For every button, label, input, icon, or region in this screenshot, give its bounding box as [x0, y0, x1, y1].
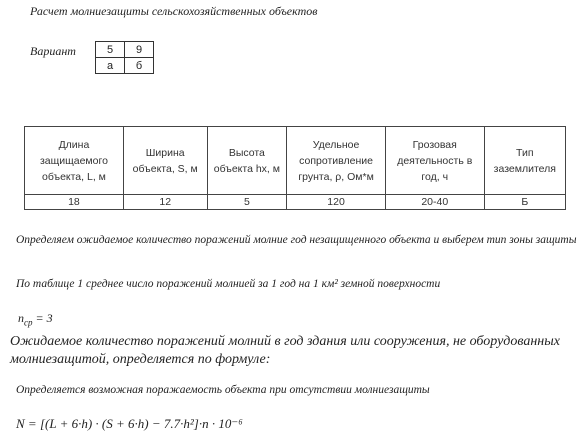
formula-n-strikes: N = [(L + 6·h) · (S + 6·h) − 7.7·h²]·n · 10⁻⁶ — [16, 416, 243, 431]
variant-cell: 9 — [125, 42, 154, 58]
value-width: 12 — [123, 195, 207, 210]
variant-row — [96, 58, 154, 74]
header-thunderstorm-activity: Грозовая деятельность в год, ч — [385, 127, 484, 195]
parameters-table — [24, 126, 566, 210]
paragraph-formula-intro: Ожидаемое количество поражений молний в год здания или сооружения, не оборудованных молниезащитой, определяется по формуле: — [10, 334, 560, 367]
value-soil-resistivity: 120 — [287, 195, 386, 210]
header-length: Длина защищаемого объекта, L, м — [25, 127, 124, 195]
paragraph-table-reference: По таблице 1 среднее число поражений молнией за 1 год на 1 км² земной поверхности — [16, 278, 441, 290]
variant-cell: а — [96, 58, 125, 74]
table-row — [25, 195, 566, 210]
value-grounding-type: Б — [484, 195, 565, 210]
header-height: Высота объекта hx, м — [207, 127, 287, 195]
variant-label: Вариант — [30, 44, 76, 58]
formula-n-avg — [18, 311, 53, 327]
value-thunderstorm-activity: 20-40 — [385, 195, 484, 210]
value-height: 5 — [207, 195, 287, 210]
document-title: Расчет молниезащиты сельскохозяйственных объектов — [30, 4, 318, 18]
header-width: Ширина объекта, S, м — [123, 127, 207, 195]
variant-cell: 5 — [96, 42, 125, 58]
value-length: 18 — [25, 195, 124, 210]
variant-table — [95, 41, 154, 74]
header-soil-resistivity: Удельное сопротивление грунта, ρ, Ом*м — [287, 127, 386, 195]
header-grounding-type: Тип заземлителя — [484, 127, 565, 195]
variant-row — [96, 42, 154, 58]
paragraph-possible-damage: Определяется возможная поражаемость объекта при отсутствии молниезащиты — [16, 384, 430, 396]
table-header-row — [25, 127, 566, 195]
variant-cell: б — [125, 58, 154, 74]
formula-subscript: ср — [24, 317, 33, 328]
paragraph-expected-strikes: Определяем ожидаемое количество поражений молние год незащищенного объекта и выберем тип зоны защиты — [16, 234, 577, 246]
formula-value: = 3 — [32, 311, 53, 325]
formula-symbol: n — [18, 311, 24, 325]
